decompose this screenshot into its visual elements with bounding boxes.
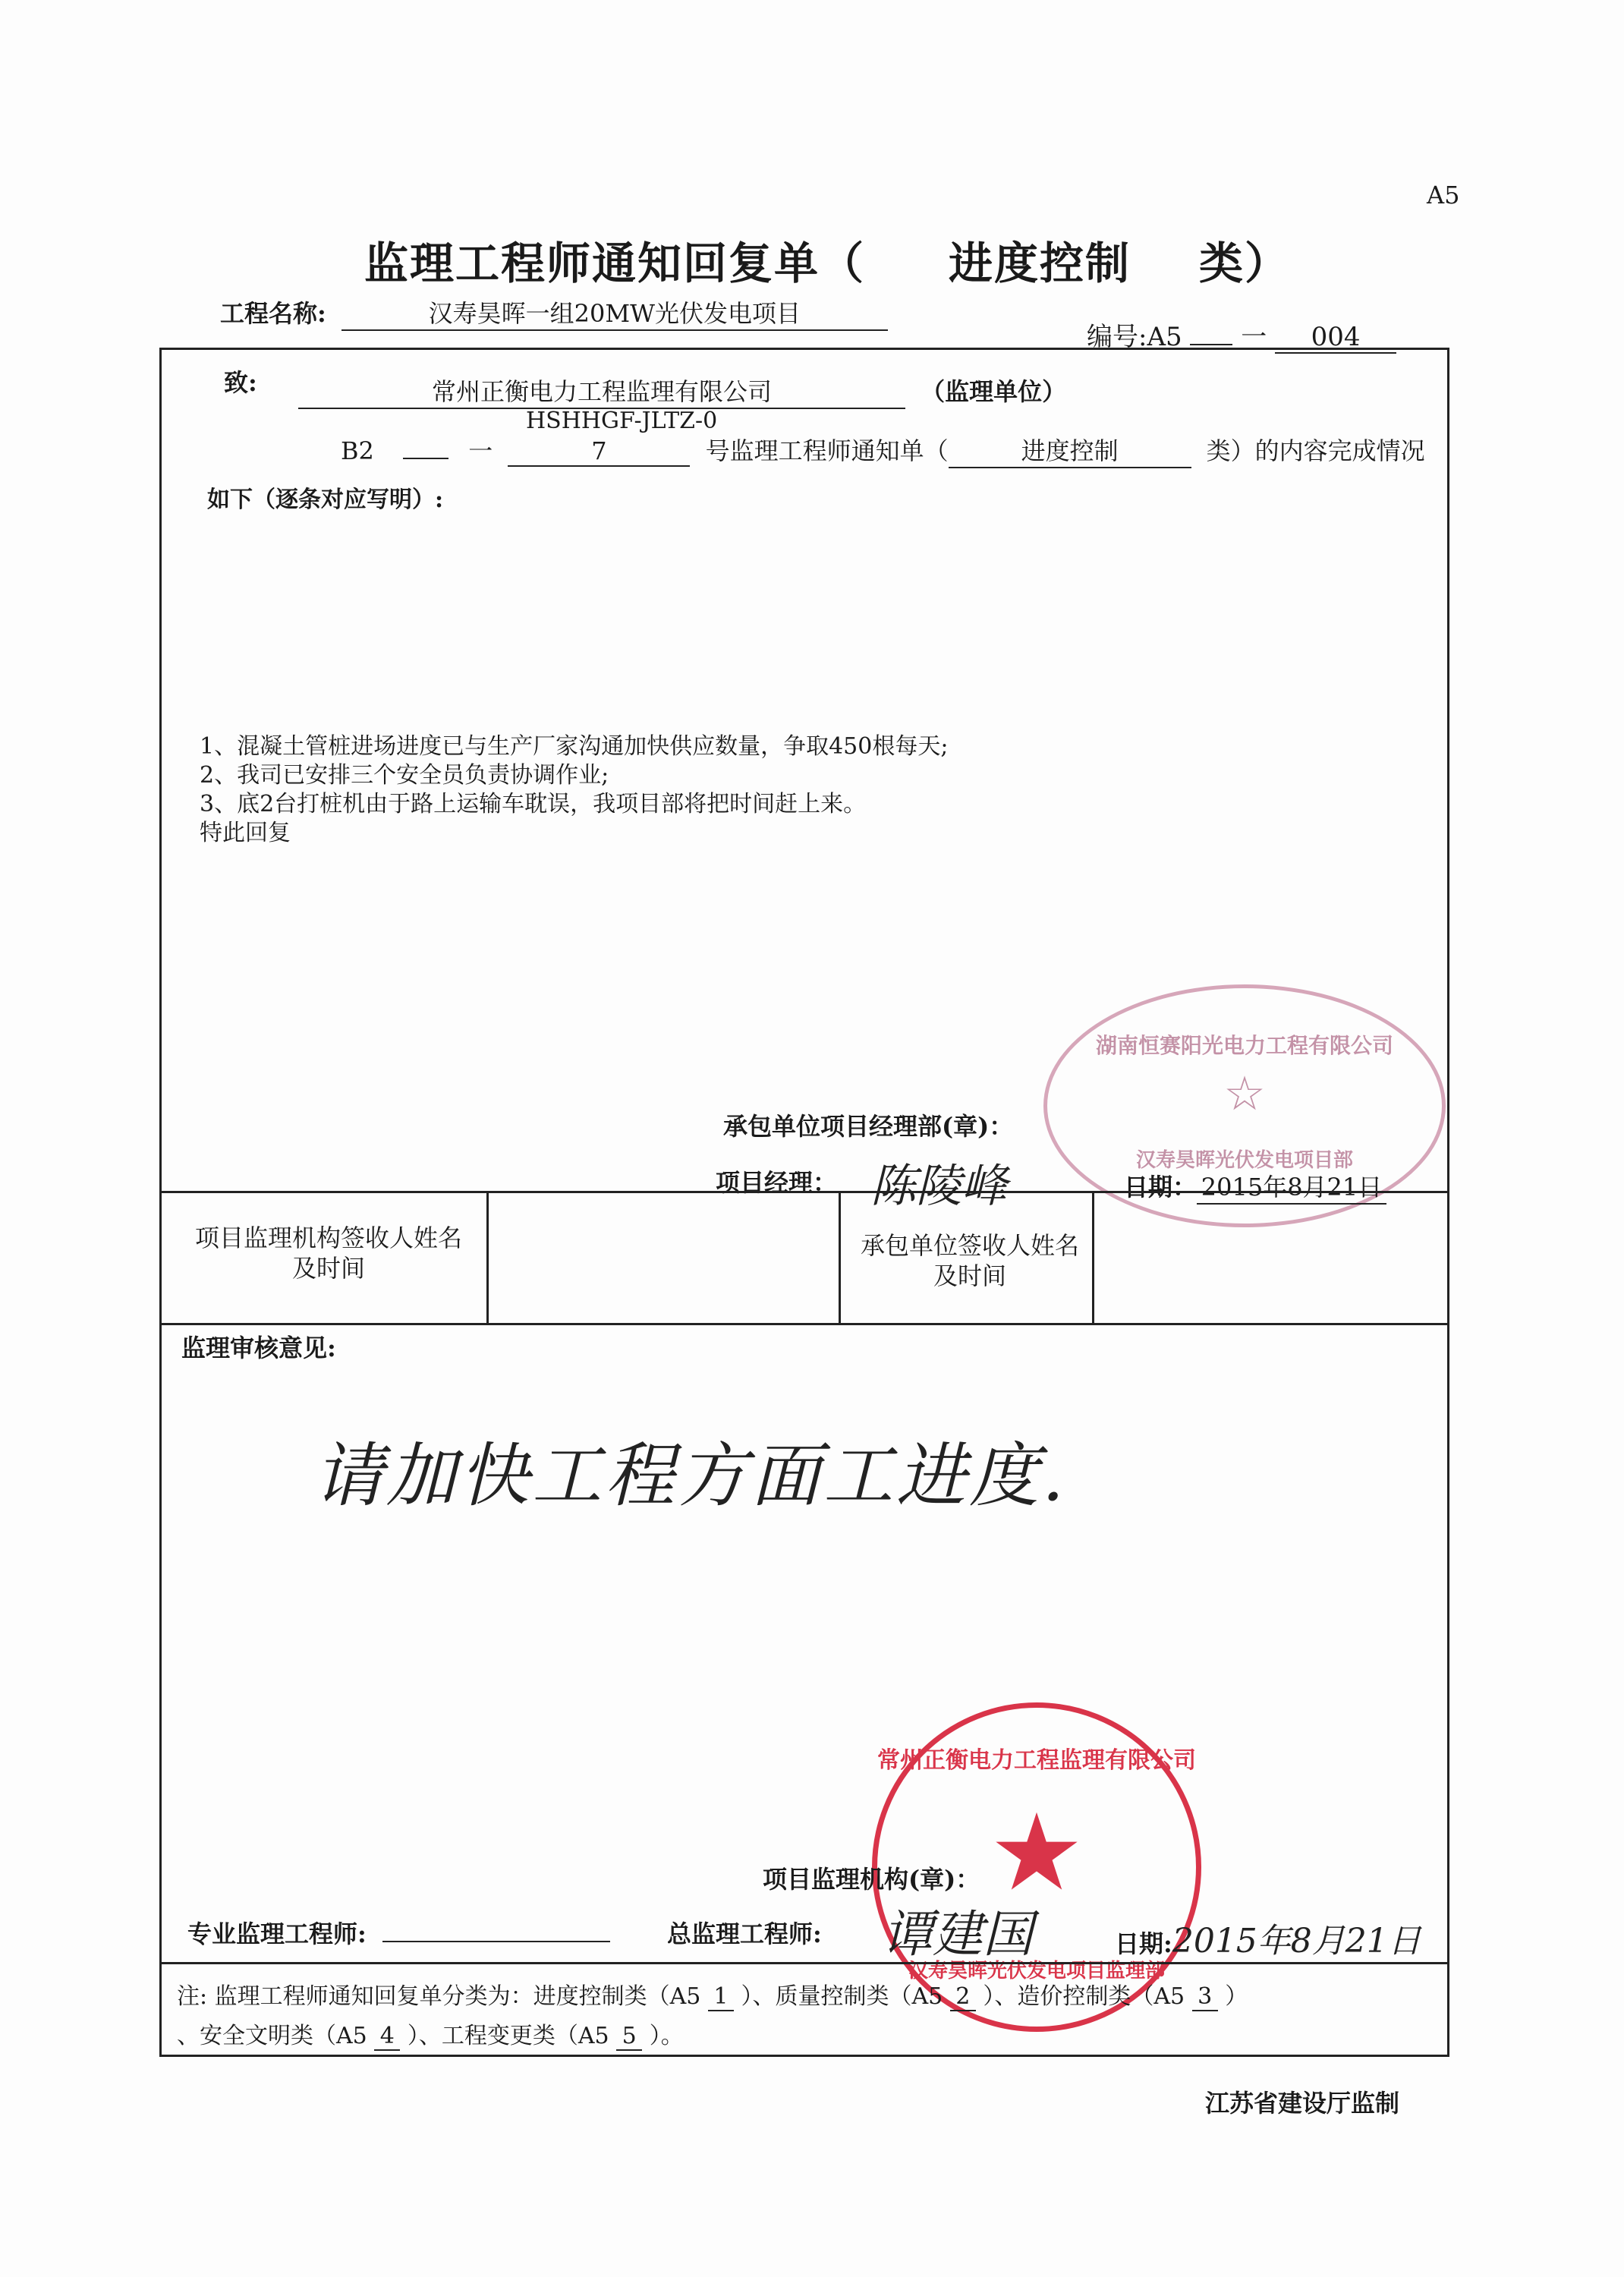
to-label: 致:: [224, 368, 257, 397]
reply-content: [200, 732, 948, 848]
note-n4: 4: [374, 2023, 400, 2051]
contractor-receipt-label: 承包单位签收人姓名及时间: [860, 1231, 1079, 1290]
ref-line: [341, 432, 1425, 468]
project-row: [220, 294, 888, 331]
contractor-receipt-field[interactable]: [1103, 1200, 1437, 1314]
engineer-row: [187, 1915, 610, 1950]
note-text-2c: ）。: [649, 2023, 684, 2049]
note-n1: 1: [708, 1983, 734, 2011]
chief-label: 总监理工程师:: [667, 1920, 822, 1948]
ref-text3: 如下（逐条对应写明）:: [207, 487, 444, 513]
receipt-divider-1: [486, 1191, 489, 1323]
content-line-2: 2、我司已安排三个安全员负责协调作业;: [200, 762, 609, 789]
note-text-1d: ）: [1225, 1983, 1248, 2010]
contractor-dept-label: 承包单位项目经理部(章)：: [723, 1112, 1014, 1141]
contractor-date-label: 日期：: [1124, 1173, 1198, 1201]
note-line-1: [177, 1977, 1248, 2011]
ref-dash: 一: [468, 436, 493, 465]
note-n2: 2: [950, 1983, 976, 2011]
project-label: 工程名称:: [220, 299, 326, 328]
reply-form: [159, 348, 1449, 2057]
project-name: 汉寿昊晖一组20MW光伏发电项目: [341, 294, 888, 331]
note-text-1c: ）、造价控制类（A5: [983, 1983, 1185, 2010]
note-text-1b: ）、质量控制类（A5: [741, 1983, 943, 2010]
supervisor-stamp-star: ★: [989, 1791, 1084, 1915]
number-prefix: A5: [1147, 322, 1182, 352]
chief-signature: 谭建国: [883, 1905, 1033, 1964]
contractor-stamp-top: 湖南恒赛阳光电力工程有限公司: [1095, 1033, 1393, 1058]
page-title: [364, 228, 1290, 291]
supervisor-receipt-label: 项目监理机构签收人姓名及时间: [194, 1224, 462, 1283]
number-dash: 一: [1241, 322, 1267, 352]
ref-category: 进度控制: [949, 432, 1191, 468]
note-n5: 5: [616, 2023, 642, 2051]
divider-receipt-top: [162, 1191, 1447, 1193]
contractor-stamp-star: ☆: [1223, 1066, 1266, 1121]
engineer-label: 专业监理工程师:: [187, 1920, 367, 1948]
supervisor-receipt-field[interactable]: [496, 1200, 829, 1314]
note-text-1a: 注: 监理工程师通知回复单分类为：进度控制类（A5: [177, 1983, 701, 2010]
review-org-label: 项目监理机构(章)：: [763, 1865, 980, 1894]
review-date: 2015年8月21日: [1172, 1922, 1421, 1960]
ref-code: HSHHGF-JLTZ-0: [526, 408, 718, 434]
contractor-stamp-bottom: 汉寿昊晖光伏发电项目部: [1135, 1149, 1353, 1172]
content-line-4: 特此回复: [200, 820, 291, 846]
ref-number: 7: [508, 436, 690, 467]
unit-label: （监理单位）: [921, 377, 1067, 406]
review-date-row: [1115, 1913, 1421, 1962]
ref-blank: [403, 458, 448, 459]
note-text-2a: 、安全文明类（A5: [177, 2023, 367, 2049]
number-value: 004: [1275, 322, 1396, 354]
review-label: 监理审核意见:: [181, 1334, 336, 1362]
contractor-date-row: [1124, 1168, 1386, 1205]
note-text-2b: ）、工程变更类（A5: [407, 2023, 609, 2049]
title-category: 进度控制: [949, 238, 1131, 289]
content-line-3: 3、底2台打桩机由于路上运输车耽误，我项目部将把时间赶上来。: [200, 791, 867, 817]
manager-label: 项目经理：: [716, 1168, 838, 1197]
ref-text2: 类）的内容完成情况: [1206, 436, 1425, 465]
divider-note-top: [162, 1962, 1447, 1964]
ref-text1: 号监理工程师通知单（: [705, 436, 949, 465]
review-opinion: 请加快工程方面工进度.: [313, 1435, 1068, 1516]
content-line-1: 1、混凝土管桩进场进度已与生产厂家沟通加快供应数量，争取450根每天;: [200, 733, 949, 760]
receipt-divider-3: [1092, 1191, 1094, 1323]
number-label: 编号:: [1087, 322, 1147, 352]
receipt-divider-2: [839, 1191, 841, 1323]
note-n3: 3: [1192, 1983, 1218, 2011]
form-code: A5: [1427, 181, 1460, 209]
review-date-label: 日期:: [1115, 1929, 1172, 1958]
title-main: 监理工程师通知回复单（: [364, 238, 866, 289]
note-line-2: [177, 2017, 684, 2051]
contractor-date: 2015年8月21日: [1197, 1168, 1386, 1205]
title-suffix: 类）: [1199, 238, 1291, 289]
engineer-signature-field[interactable]: [382, 1941, 610, 1942]
ref-b-label: B2: [341, 436, 374, 465]
footer-issuer: 江苏省建设厅监制: [1205, 2089, 1400, 2118]
supervisor-company: 常州正衡电力工程监理有限公司: [298, 373, 905, 409]
number-blank: [1190, 344, 1232, 345]
to-line: [298, 373, 1066, 409]
manager-signature: 陈陵峰: [870, 1160, 1007, 1213]
supervisor-stamp-top: 常州正衡电力工程监理有限公司: [877, 1747, 1196, 1774]
divider-receipt-bottom: [162, 1323, 1447, 1325]
supervisor-stamp-bottom: 汉寿昊晖光伏发电项目监理部: [908, 1960, 1165, 1983]
